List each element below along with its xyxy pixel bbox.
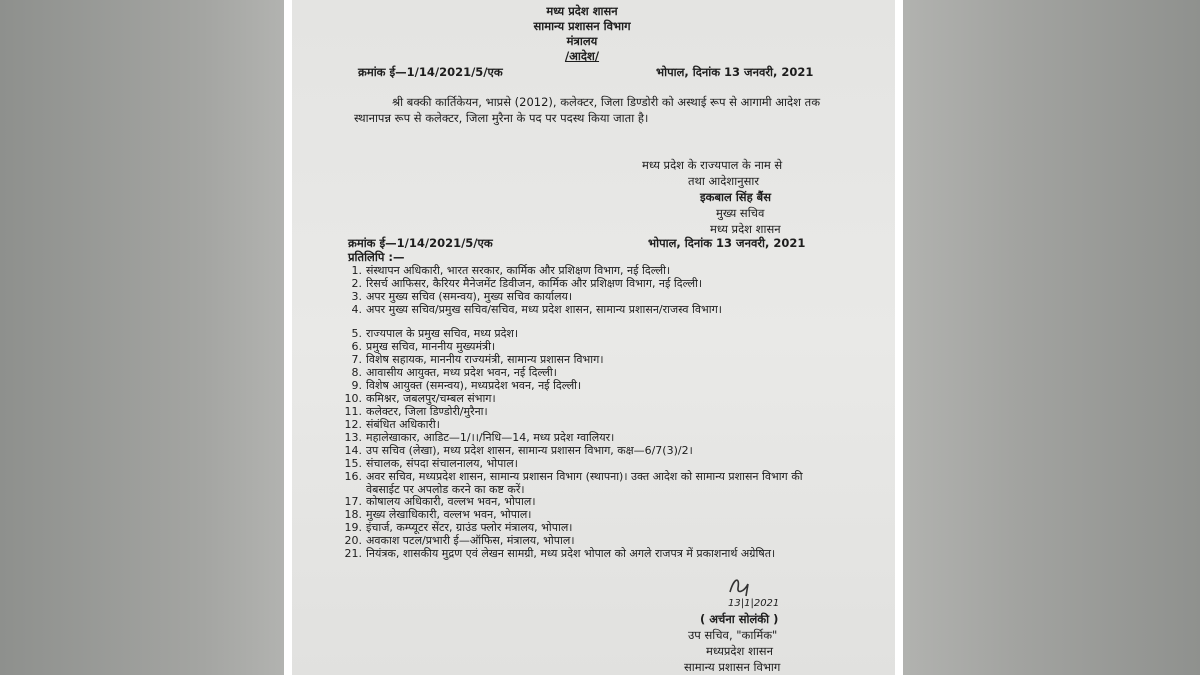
order-place-date: भोपाल, दिनांक 13 जनवरी, 2021 — [656, 65, 814, 79]
order-title: /आदेश/ — [564, 49, 600, 63]
list-item: 19. इंचार्ज, कम्प्यूटर सेंटर, ग्राउंड फ्लोर मंत्रालय, भोपाल। — [344, 521, 573, 534]
order-document — [292, 0, 895, 675]
authority-designation: मुख्य सचिव — [716, 206, 765, 220]
signature-scribble-icon — [724, 570, 784, 600]
left-divider — [284, 0, 292, 675]
list-item: 13. महालेखाकार, आडिट—1/।।/निधि—14, मध्य प्रदेश ग्वालियर। — [344, 431, 615, 444]
signatory-name: ( अर्चना सोलंकी ) — [700, 612, 779, 626]
list-item: 2. रिसर्च आफिसर, कैरियर मैनेजमेंट डिवीजन, कार्मिक और प्रशिक्षण विभाग, नई दिल्ली। — [351, 277, 703, 290]
signatory-department: सामान्य प्रशासन विभाग — [684, 660, 781, 674]
signatory-state: मध्यप्रदेश शासन — [706, 644, 773, 658]
list-item: 11. कलेक्टर, जिला डिण्डोरी/मुरैना। — [344, 405, 488, 418]
list-item: 20. अवकाश पटल/प्रभारी ई—ऑफिस, मंत्रालय, भोपाल। — [344, 534, 575, 547]
list-item: 17. कोषालय अधिकारी, वल्लभ भवन, भोपाल। — [344, 495, 536, 508]
list-item: 8. आवासीय आयुक्त, मध्य प्रदेश भवन, नई दिल्ली। — [351, 366, 557, 379]
header-state: मध्य प्रदेश शासन — [546, 4, 618, 18]
list-item: 15. संचालक, संपदा संचालनालय, भोपाल। — [344, 457, 518, 470]
left-blurred-margin — [0, 0, 290, 675]
order-number: क्रमांक ई—1/14/2021/5/एक — [358, 65, 503, 79]
list-item: 3. अपर मुख्य सचिव (समन्वय), मुख्य सचिव कार्यालय। — [351, 290, 573, 303]
authority-line1: मध्य प्रदेश के राज्यपाल के नाम से — [642, 158, 783, 172]
list-item: 18. मुख्य लेखाधिकारी, वल्लभ भवन, भोपाल। — [344, 508, 532, 521]
copy-order-number: क्रमांक ई—1/14/2021/5/एक — [348, 236, 493, 250]
list-item: 16. अवर सचिव, मध्यप्रदेश शासन, सामान्य प्रशासन विभाग (स्थापना)। उक्त आदेश को सामान्य प्रशासन विभाग की वेबसाईट पर अपलोड करने का कष्ट करें। — [344, 470, 803, 496]
list-item: 6. प्रमुख सचिव, माननीय मुख्यमंत्री। — [351, 340, 496, 353]
order-body-paragraph: श्री बक्की कार्तिकेयन, भाप्रसे (2012), कलेक्टर, जिला डिण्डोरी को अस्थाई रूप से आगामी आदेश तक स्थानापन्न रूप से कलेक्टर, जिला मुरैना के पद पर पदस्थ किया जाता है। — [354, 95, 821, 125]
list-item: 21. नियंत्रक, शासकीय मुद्रण एवं लेखन सामग्री, मध्य प्रदेश भोपाल को अगले राजपत्र में प्रकाशनार्थ अग्रेषित। — [344, 547, 776, 560]
right-divider — [895, 0, 903, 675]
list-item: 4. अपर मुख्य सचिव/प्रमुख सचिव/सचिव, मध्य प्रदेश शासन, सामान्य प्रशासन/राजस्व विभाग। — [351, 303, 722, 316]
header-department: सामान्य प्रशासन विभाग — [533, 19, 631, 33]
copy-place-date: भोपाल, दिनांक 13 जनवरी, 2021 — [648, 236, 806, 250]
header-office: मंत्रालय — [566, 34, 598, 48]
handwritten-date: 13|1|2021 — [728, 598, 780, 609]
list-item: 1. संस्थापन अधिकारी, भारत सरकार, कार्मिक और प्रशिक्षण विभाग, नई दिल्ली। — [351, 264, 671, 277]
list-item: 5. राज्यपाल के प्रमुख सचिव, मध्य प्रदेश। — [351, 327, 519, 340]
list-item: 9. विशेष आयुक्त (समन्वय), मध्यप्रदेश भवन, नई दिल्ली। — [351, 379, 582, 392]
authority-state: मध्य प्रदेश शासन — [710, 222, 781, 236]
list-item: 14. उप सचिव (लेखा), मध्य प्रदेश शासन, सामान्य प्रशासन विभाग, कक्ष—6/7(3)/2। — [344, 444, 693, 457]
list-item: 10. कमिश्नर, जबलपुर/चम्बल संभाग। — [344, 392, 496, 405]
list-item: 7. विशेष सहायक, माननीय राज्यमंत्री, सामान्य प्रशासन विभाग। — [351, 353, 604, 366]
authority-line2: तथा आदेशानुसार — [688, 174, 760, 188]
list-item: 12. संबंधित अधिकारी। — [344, 418, 440, 431]
authority-name: इकबाल सिंह बैंस — [700, 190, 772, 204]
copy-label: प्रतिलिपि :— — [348, 250, 405, 264]
signatory-designation: उप सचिव, "कार्मिक" — [688, 628, 778, 642]
right-blurred-margin — [898, 0, 1200, 675]
